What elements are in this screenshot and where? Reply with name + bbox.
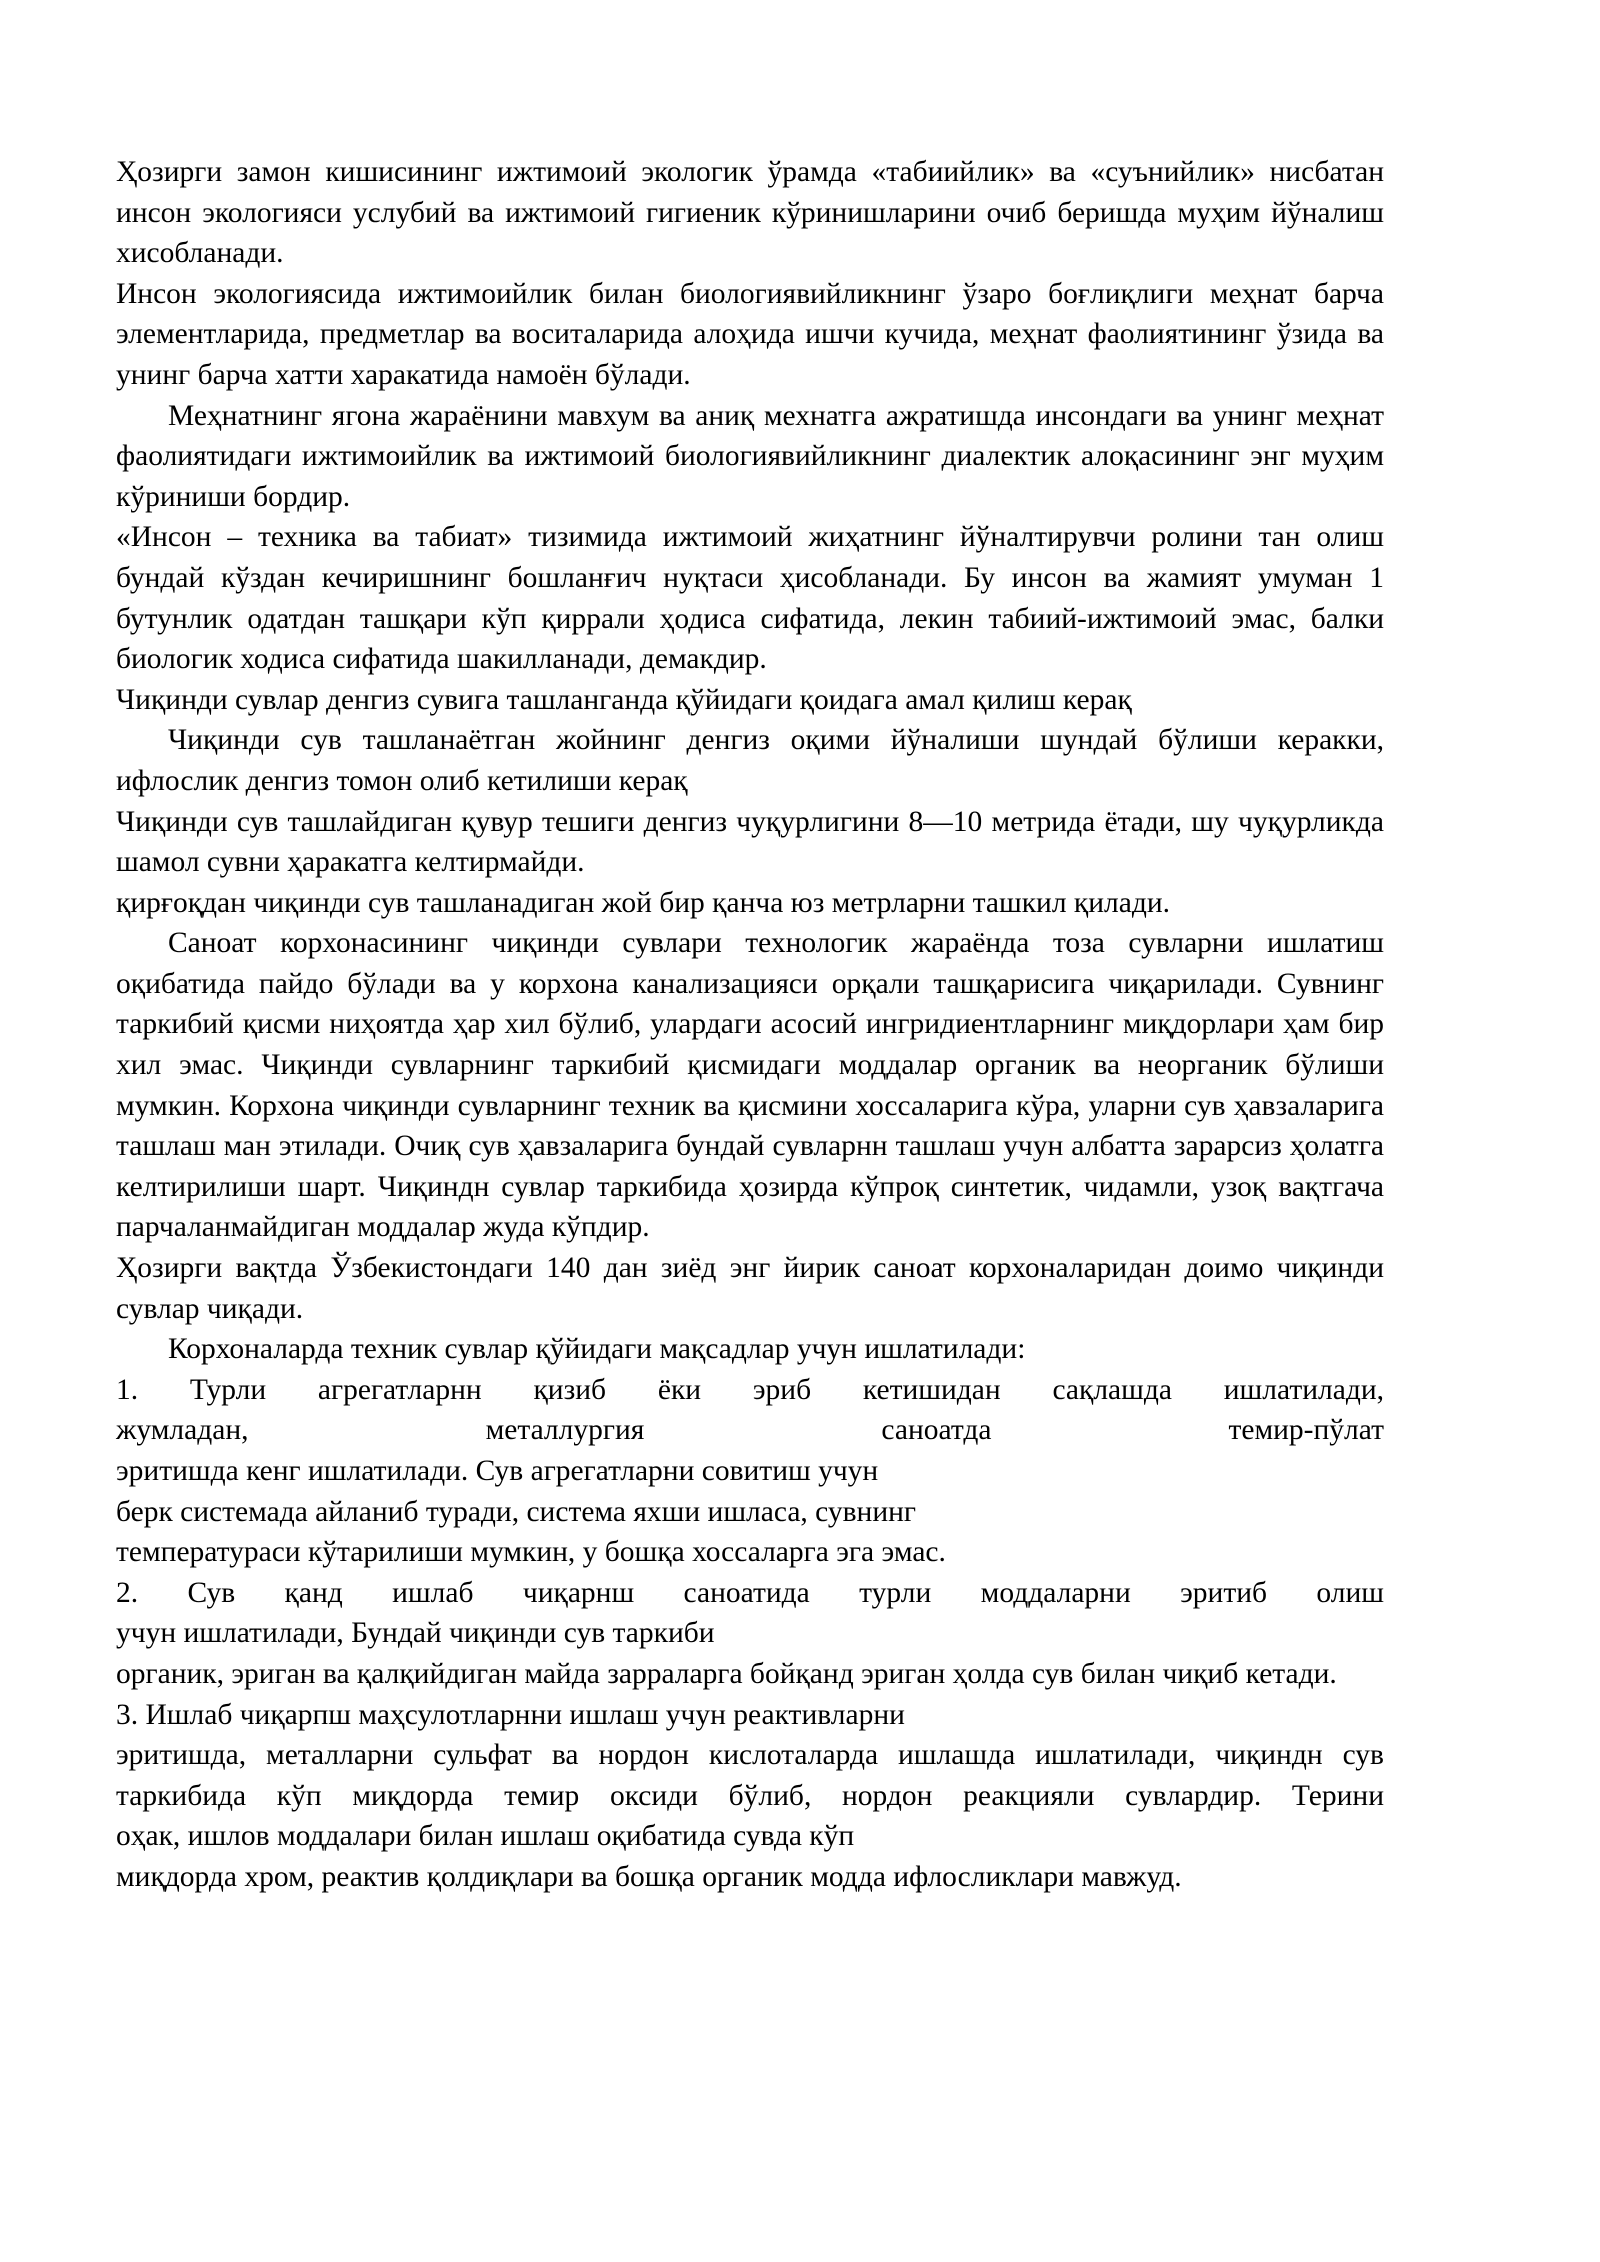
list-item-2-line-3: органик, эриган ва қалқийдиган майда зарраларга бойқанд эриган ҳолда сув билан чиқиб кетади.: [116, 1657, 1337, 1690]
list-item-1-line-3: эритишда кенг ишлатилади. Сув агрегатларни совитиш учун: [116, 1455, 879, 1487]
list-item-3: [116, 1695, 1384, 1898]
list-item-3-line-2: эритишда, металларни сульфат ва нордон кислоталарда ишлашда ишлатилади, чиқиндн сув таркибида кўп миқдорда темир оксиди бўлиб, нордон реакцияли сувлардир. Терини: [116, 1739, 1384, 1812]
list-item-3-line-1: 3. Ишлаб чиқарпш маҳсулотларнни ишлаш учун реактивларни: [116, 1698, 905, 1731]
list-item-1: [116, 1370, 1384, 1573]
paragraph-10: Ҳозирги вақтда Ўзбекистондаги 140 дан зиёд энг йирик саноат корхоналаридан доимо чиқинди сувлар чиқади.: [116, 1252, 1384, 1325]
paragraph-8: қирғоқдан чиқинди сув ташланадиган жой бир қанча юз метрларни ташкил қилади.: [116, 886, 1171, 919]
paragraph-4: «Инсон – техника ва табиат» тизимида ижтимоий жиҳатнинг йўналтирувчи ролини тан олиш бундай кўздан кечиришнинг бошланғич нуқтаси ҳисобланади. Бу инсон ва жамият умуман 1 бутунлик одатдан ташқари кўп қиррали ҳодиса сифатида, лекин табиий-ижтимоий эмас, балки биологик ходиса сифатида шакилланади, демакдир.: [116, 521, 1384, 676]
list-item-1-line-5: температураси кўтарилиши мумкин, у бошқа хоссаларга эга эмас.: [116, 1536, 946, 1569]
list-item-1-line-1: 1. Турли агрегатларнн қизиб ёки эриб кетишидан сақлашда ишлатилади,: [116, 1373, 1384, 1406]
list-item-2-line-1: 2. Сув қанд ишлаб чиқарнш саноатида турли моддаларни эритиб олиш: [116, 1576, 1384, 1609]
paragraph-2: Инсон экологиясида ижтимоийлик билан биологиявийликнинг ўзаро боғлиқлиги меҳнат барча элементларида, предметлар ва воситаларида алоҳида ишчи кучида, меҳнат фаолиятининг ўзида ва унинг барча хатти харакатида намоён бўлади.: [116, 277, 1384, 391]
list-item-3-line-3: оҳак, ишлов моддалари билан ишлаш оқибатида сувда кўп: [116, 1820, 855, 1853]
paragraph-9: Саноат корхонасининг чиқинди сувлари технологик жараёнда тоза сувларни ишлатиш оқибатида пайдо бўлади ва у корхона канализацияси орқали ташқарисига чиқарилади. Сувнинг таркибий қисми ниҳоятда ҳар хил бўлиб, улардаги асосий ингридиентларнинг миқдорлари ҳам бир хил эмас. Чиқинди сувларнинг таркибий қисмидаги моддалар органик ва неорганик бўлиши мумкин. Корхона чиқинди сувларнинг техник ва қисмини хоссаларига кўра, уларни сув ҳавзаларига ташлаш ман этилади. Очиқ сув ҳавзаларига бундай сувларнн ташлаш учун албатта зарарсиз ҳолатга келтирилиши шарт. Чиқиндн сувлар таркибида ҳозирда кўпроқ синтетик, чидамли, узоқ вақтгача парчаланмайдиган моддалар жуда кўпдир.: [116, 927, 1384, 1244]
paragraph-11: Корхоналарда техник сувлар қўйидаги мақсадлар учун ишлатилади:: [168, 1333, 1026, 1366]
document-page: [116, 152, 1384, 1898]
list-item-2-line-2: учун ишлатилади, Бундай чиқинди сув таркиби: [116, 1617, 715, 1650]
list-item-3-line-4: миқдорда хром, реактив қолдиқлари ва бошқа органик модда ифлосликлари мавжуд.: [116, 1860, 1182, 1893]
paragraph-3: Меҳнатнинг ягона жараёнини мавхум ва аниқ мехнатга ажратишда инсондаги ва унинг меҳнат фаолиятидаги ижтимоийлик ва ижтимоий биологиявийликнинг диалектик алоқасининг энг муҳим кўриниши бордир.: [116, 399, 1384, 513]
paragraph-6: Чиқинди сув ташланаётган жойнинг денгиз оқими йўналиши шундай бўлиши керакки, ифлослик денгиз томон олиб кетилиши керақ: [116, 724, 1384, 797]
list-item-1-line-4: берк системада айланиб туради, система яхши ишласа, сувнинг: [116, 1495, 917, 1528]
list-item-1-line-2: жумладан, металлургия саноатда темир-пўлат: [116, 1414, 1384, 1447]
paragraph-5: Чиқинди сувлар денгиз сувига ташланганда қўйидаги қоидага амал қилиш керақ: [116, 683, 1132, 716]
paragraph-7: Чиқинди сув ташлайдиган қувур тешиги денгиз чуқурлигини 8—10 метрида ётади, шу чуқурликда шамол сувни ҳаракатга келтирмайди.: [116, 805, 1384, 879]
list-item-2: [116, 1573, 1384, 1695]
paragraph-1: Ҳозирги замон кишисининг ижтимоий экологик ўрамда «табиийлик» ва «суънийлик» нисбатан инсон экологияси услубий ва ижтимоий гигиеник кўринишларини очиб беришда муҳим йўналиш хисобланади.: [116, 156, 1384, 270]
